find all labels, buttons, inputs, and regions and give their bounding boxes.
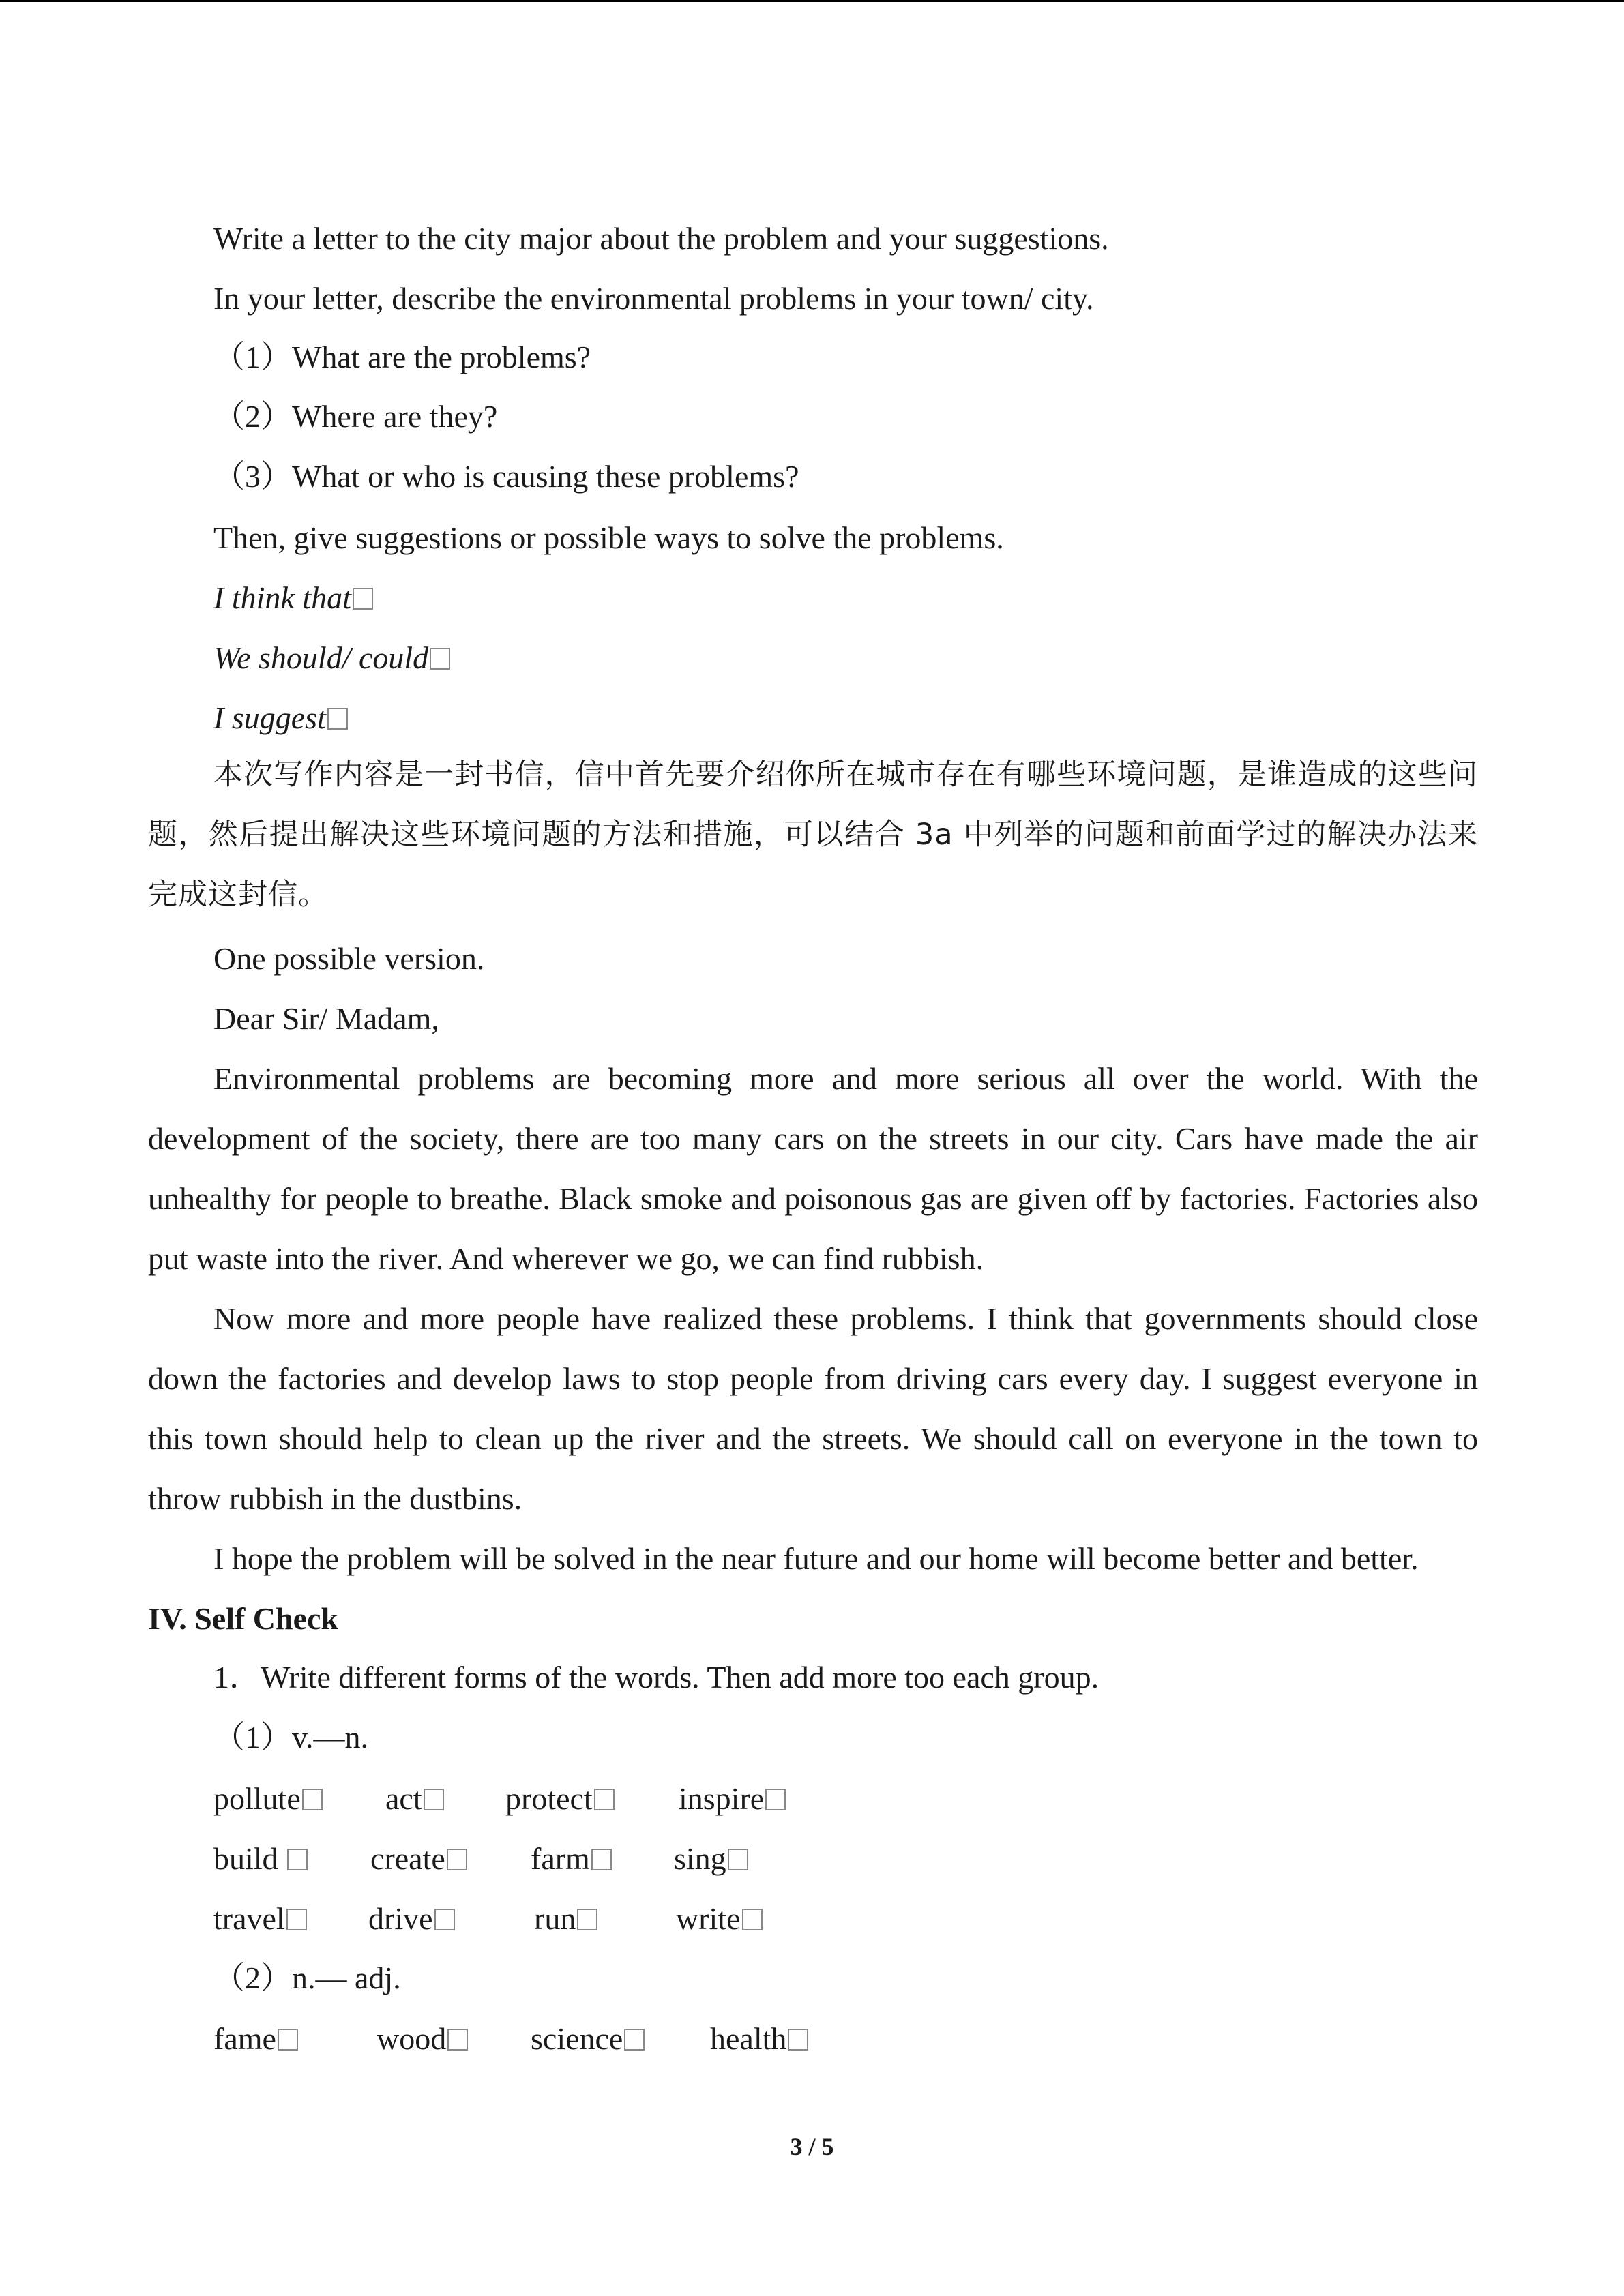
starter-we-should-could: We should/ could: [213, 638, 450, 679]
placeholder-box: [327, 708, 348, 730]
group-1-label: （1）v.—n.: [213, 1720, 369, 1755]
word-item: wood: [377, 2018, 468, 2059]
placeholder-box: [430, 648, 450, 670]
word-item: drive: [368, 1898, 455, 1939]
letter-salutation: Dear Sir/ Madam,: [213, 1001, 439, 1036]
answer-box: [434, 1909, 455, 1930]
letter-paragraph-3: I hope the problem will be solved in the near future and our home will become better and better.: [213, 1541, 1419, 1576]
word-item: science: [531, 2018, 645, 2059]
word-row: [213, 2018, 1168, 2059]
word-row: [213, 1778, 1168, 1819]
word-item: inspire: [679, 1778, 786, 1819]
word-item: travel: [213, 1898, 307, 1939]
word-item: fame: [213, 2018, 298, 2059]
instruction-line-1: Write a letter to the city major about the problem and your suggestions.: [213, 221, 1109, 256]
answer-box: [577, 1909, 597, 1930]
letter-paragraph-1: Environmental problems are becoming more and more serious all over the world. With the development of the society, there are too many cars on the streets in our city. Cars have made the air unhealthy for people to breathe. Black smoke and poisonous gas are given off by factories. Factories also put waste into the river. And wherever we go, we can find rubbish.: [148, 1061, 1478, 1276]
answer-box: [286, 1909, 307, 1930]
letter-paragraph-2: Now more and more people have realized these problems. I think that governments should close down the factories and develop laws to stop people from driving cars every day. I suggest everyone in this town should help to clean up the river and the streets. We should call on everyone in the town to throw rubbish in the dustbins.: [148, 1301, 1478, 1516]
answer-box: [591, 1849, 612, 1870]
word-item: act: [385, 1778, 444, 1819]
word-row: [213, 1898, 1168, 1939]
answer-box: [728, 1849, 748, 1870]
word-item: create: [370, 1838, 467, 1879]
answer-box: [302, 1789, 323, 1810]
self-check-heading: IV. Self Check: [148, 1601, 339, 1636]
answer-box: [765, 1789, 786, 1810]
answer-box: [788, 2029, 808, 2051]
page-number: 3 / 5: [790, 2133, 834, 2160]
question-3: （3）What or who is causing these problems?: [213, 459, 799, 494]
group-2-label: （2）n.— adj.: [213, 1960, 401, 1995]
answer-box: [278, 2029, 298, 2051]
instruction-line-2: In your letter, describe the environmental problems in your town/ city.: [213, 281, 1094, 316]
word-item: health: [710, 2018, 808, 2059]
self-check-task-1: 1．Write different forms of the words. Then add more too each group.: [213, 1660, 1099, 1695]
word-item: build: [213, 1838, 308, 1879]
answer-box: [742, 1909, 763, 1930]
chinese-guidance-note: 本次写作内容是一封书信，信中首先要介绍你所在城市存在有哪些环境问题，是谁造成的这些问题，然后提出解决这些环境问题的方法和措施，可以结合 3a 中列举的问题和前面学过的解决办法来完成这封信。: [148, 758, 1478, 912]
answer-box: [624, 2029, 645, 2051]
word-item: sing: [674, 1838, 748, 1879]
word-item: write: [676, 1898, 763, 1939]
word-item: pollute: [213, 1778, 323, 1819]
word-row: [213, 1838, 1168, 1879]
answer-box: [424, 1789, 444, 1810]
question-1: （1）What are the problems?: [213, 340, 591, 374]
starter-i-think-that: I think that: [213, 578, 373, 618]
answer-box: [287, 1849, 308, 1870]
word-item: farm: [531, 1838, 612, 1879]
word-item: run: [534, 1898, 597, 1939]
answer-box: [594, 1789, 615, 1810]
question-2: （2）Where are they?: [213, 399, 498, 434]
placeholder-box: [353, 588, 373, 610]
answer-box: [447, 1849, 467, 1870]
answer-box: [447, 2029, 468, 2051]
instruction-line-3: Then, give suggestions or possible ways to solve the problems.: [213, 520, 1004, 555]
model-intro: One possible version.: [213, 941, 485, 976]
word-item: protect: [505, 1778, 615, 1819]
starter-i-suggest: I suggest: [213, 698, 348, 739]
